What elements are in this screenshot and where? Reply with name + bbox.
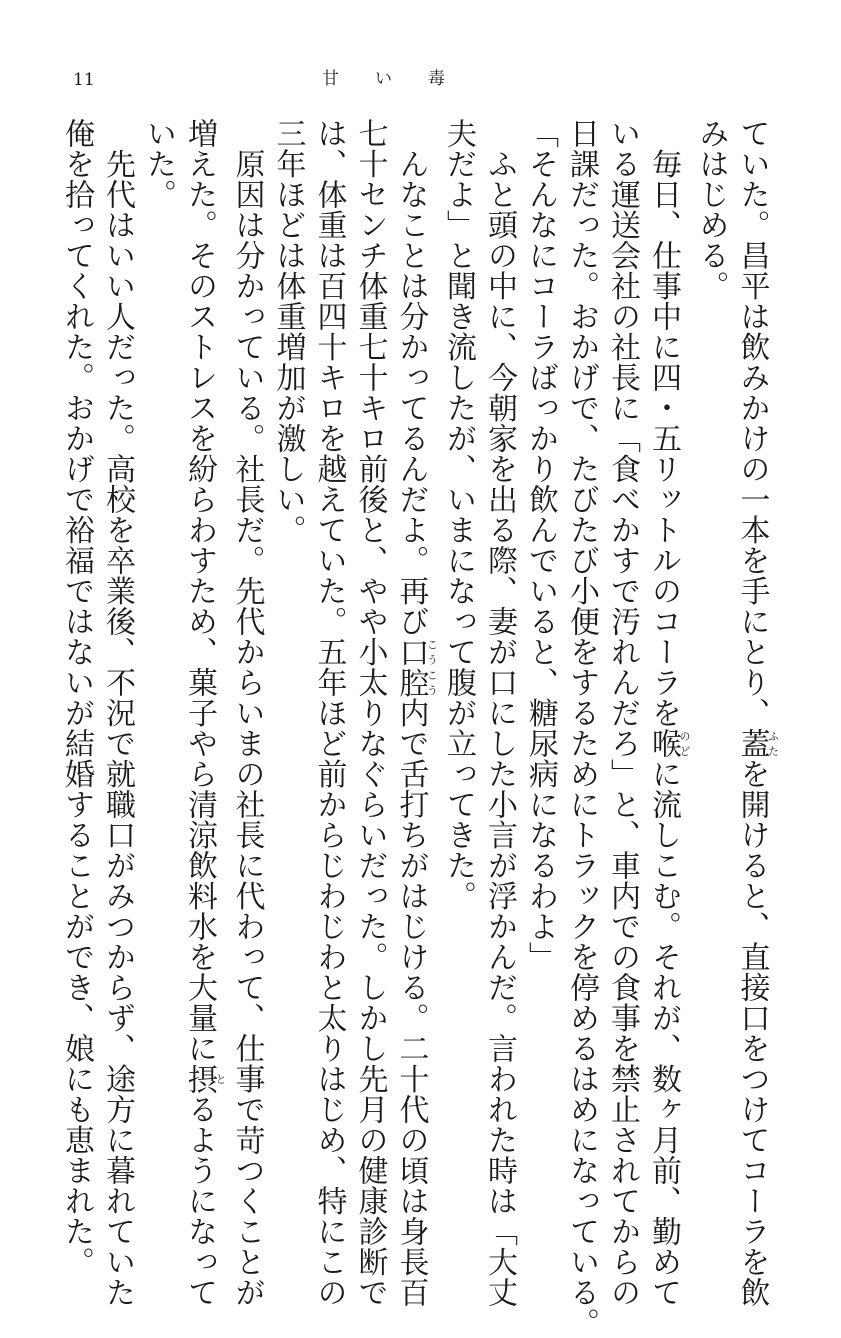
text-line — [391, 118, 439, 1308]
text-line — [602, 118, 643, 1308]
text-line — [479, 118, 520, 1308]
text-run: 三年ほどは体重増加が激しい。 — [270, 118, 306, 545]
ruby-word — [646, 728, 691, 759]
text-line — [309, 118, 350, 1308]
ruby-word — [230, 1125, 265, 1156]
text-run: 七十センチ体重七十キロ前後と、やや小太りなぐらいだった。しかし先月の健康診断で — [352, 118, 388, 1308]
page-number: 11 — [73, 70, 95, 90]
text-run: るようになって — [182, 1094, 217, 1308]
ruby-word — [734, 728, 780, 759]
text-run: 日課だった。おかげで、たびたび小便をするためにトラックを停めるはめになっている。 — [564, 118, 599, 1338]
text-run: いた。 — [141, 118, 176, 210]
text-run: 増えた。そのストレスを紛らわすため、菓子やら清涼飲料水を大量に — [182, 118, 217, 1064]
text-line — [138, 118, 179, 1128]
text-run: つくことが — [229, 1155, 265, 1308]
ruby-annotation: と — [214, 1063, 227, 1094]
text-run: いる運送会社の社長に「食べかすで汚れんだろ」と、車内での食事を禁止されてからの — [605, 118, 640, 1308]
ruby-annotation: のど — [678, 728, 691, 759]
text-run: に流しこむ。それが、数ヶ月前、勤めて — [646, 758, 681, 1308]
text-line — [268, 118, 309, 1128]
text-run: 俺を拾ってくれた。おかげで裕福ではないが結婚することができ、娘にも恵まれた。 — [59, 118, 94, 1277]
ruby-annotation: ふた — [766, 728, 780, 759]
ruby-base: 苛 — [229, 1124, 265, 1155]
text-run: 「そんなにコーラばっかり飲んでいると、糖尿病になるわよ」 — [523, 118, 558, 972]
ruby-annotation: こうこう — [425, 636, 439, 698]
text-run: 内で舌打ちがはじける。二十代の頃は身長百 — [393, 697, 429, 1308]
text-run: ていた。昌平は飲みかけの一本を手にとり、 — [734, 118, 770, 728]
text-run: は、体重は百四十キロを越えていた。五年ほど前からじわじわと太りはじめ、特にこの — [311, 118, 347, 1308]
ruby-base: 口腔 — [393, 636, 429, 698]
text-run: 原因は分かっている。社長だ。先代からいまの社長に代わって、仕事で — [229, 118, 265, 1125]
text-line — [56, 118, 97, 1277]
text-line — [643, 118, 691, 1308]
body-text — [59, 118, 780, 1338]
ruby-base: 蓋 — [734, 728, 770, 759]
text-line — [561, 118, 602, 1338]
ruby-word — [182, 1063, 227, 1095]
text-line — [732, 118, 780, 1308]
text-line — [438, 118, 479, 1128]
text-line — [691, 118, 732, 1128]
text-run: んなことは分かってるんだよ。再び — [393, 118, 429, 637]
text-run: 夫だよ」と聞き流したが、いまになって腹が立ってきた。 — [441, 118, 476, 911]
ruby-base: 喉 — [646, 728, 681, 759]
text-run: を開けると、直接口をつけてコーラを飲 — [734, 758, 770, 1308]
text-run: みはじめる。 — [693, 118, 729, 301]
text-line — [350, 118, 391, 1308]
text-run: ふと頭の中に、今朝家を出る際、妻が口にした小言が浮かんだ。言われた時は「大丈 — [482, 118, 517, 1308]
text-line — [520, 118, 561, 1128]
running-title: 甘い毒 — [322, 69, 481, 89]
text-run: 先代はいい人だった。高校を卒業後、不況で就職口がみつからず、途方に暮れていた — [100, 118, 135, 1308]
ruby-base: 摂 — [182, 1063, 217, 1094]
text-line — [97, 118, 138, 1308]
text-line — [179, 118, 227, 1308]
text-line — [227, 118, 268, 1308]
text-run: 毎日、仕事中に四・五リットルのコーラを — [646, 118, 681, 728]
ruby-word — [393, 636, 439, 698]
